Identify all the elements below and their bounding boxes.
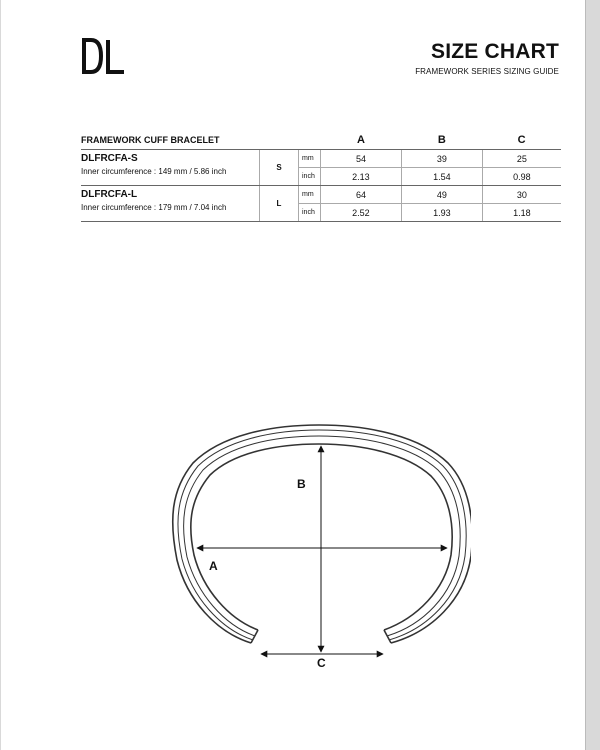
value-cell: 1.18: [482, 204, 561, 222]
value-cell: 30: [482, 186, 561, 204]
size-chart-page: [1, 0, 586, 750]
size-label: S: [260, 150, 299, 186]
unit-label: inch: [299, 204, 321, 222]
column-a-header: A: [321, 131, 402, 150]
product-name: DLFRCFA-S: [81, 153, 138, 164]
table-row: [81, 150, 561, 168]
table-row: [81, 186, 561, 204]
size-label: L: [260, 186, 299, 222]
table-header-row: [81, 131, 561, 150]
value-cell: 1.54: [401, 168, 482, 186]
value-cell: 1.93: [401, 204, 482, 222]
product-cell: [81, 186, 260, 222]
value-cell: 2.52: [321, 204, 402, 222]
unit-label: inch: [299, 168, 321, 186]
bracelet-outline: [173, 425, 471, 643]
inner-circumference: Inner circumference : 149 mm / 5.86 inch: [81, 167, 227, 176]
value-cell: 49: [401, 186, 482, 204]
page-title: SIZE CHART: [431, 40, 559, 63]
inner-circumference: Inner circumference : 179 mm / 7.04 inch: [81, 203, 227, 212]
value-cell: 0.98: [482, 168, 561, 186]
column-b-header: B: [401, 131, 482, 150]
label-c: C: [317, 656, 326, 670]
label-a: A: [209, 559, 218, 573]
value-cell: 39: [401, 150, 482, 168]
column-c-header: C: [482, 131, 561, 150]
label-b: B: [297, 477, 306, 491]
product-cell: [81, 150, 260, 186]
product-name: DLFRCFA-L: [81, 189, 138, 200]
cuff-bracelet-diagram: [151, 410, 471, 680]
value-cell: 54: [321, 150, 402, 168]
value-cell: 64: [321, 186, 402, 204]
size-table: [81, 131, 561, 222]
unit-label: mm: [299, 150, 321, 168]
value-cell: 25: [482, 150, 561, 168]
unit-label: mm: [299, 186, 321, 204]
product-heading: FRAMEWORK CUFF BRACELET: [81, 131, 321, 150]
page-subtitle: FRAMEWORK SERIES SIZING GUIDE: [415, 67, 559, 76]
value-cell: 2.13: [321, 168, 402, 186]
dl-logo-icon: [81, 38, 127, 74]
